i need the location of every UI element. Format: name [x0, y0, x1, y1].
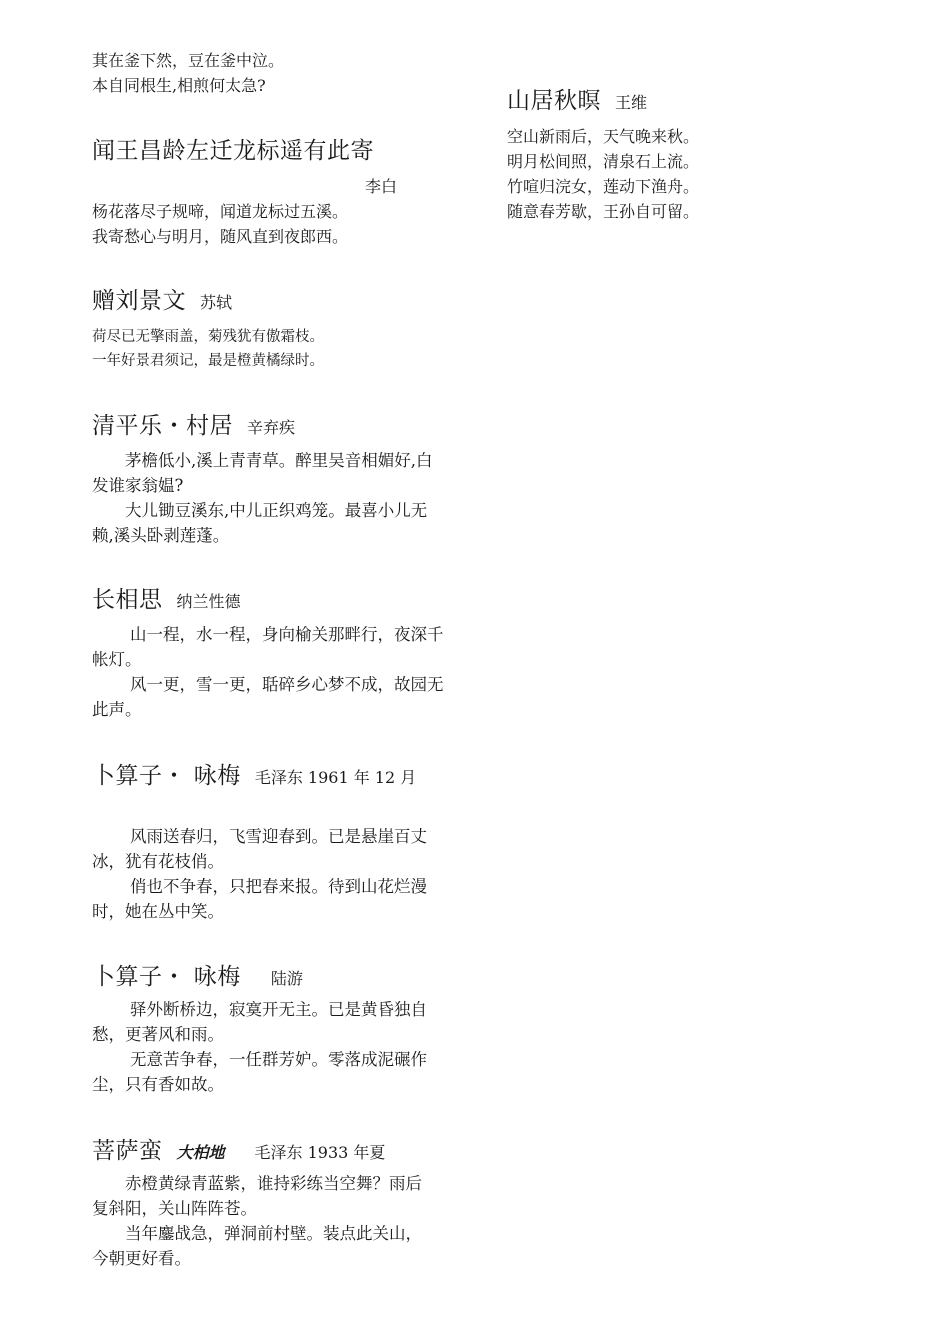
poem-line: 荷尽已无擎雨盖，菊残犹有傲霜枝。: [92, 329, 324, 345]
poem-paragraph: 无意苦争春，一任群芳妒。零落成泥碾作尘，只有香如故。: [92, 1050, 427, 1094]
poem-author: 辛弃疾: [247, 418, 296, 437]
poem-paragraph: 风雨送春归，飞雪迎春到。已是悬崖百丈冰，犹有花枝俏。: [92, 827, 427, 871]
poem-author: 王维: [615, 93, 648, 112]
poem-title: 菩萨蛮: [92, 1138, 163, 1164]
poem-bu-suan-zi-lu-you: [92, 958, 452, 1097]
poem-title: 赠刘景文: [92, 288, 186, 314]
intro-line: 本自同根生,相煎何太急?: [92, 76, 266, 95]
poem-title: 山居秋暝: [507, 88, 601, 114]
poem-paragraph: 茅檐低小,溪上青青草。醉里吴音相媚好,白发谁家翁媪?: [92, 451, 433, 495]
poem-qing-ping-le: [92, 407, 452, 548]
poem-paragraph: 赤橙黄绿青蓝紫，谁持彩练当空舞？雨后复斜阳，关山阵阵苍。: [92, 1174, 422, 1218]
poem-wen-wang-changling: [92, 132, 452, 249]
poem-line: 我寄愁心与明月，随风直到夜郎西。: [92, 227, 349, 246]
poem-paragraph: 山一程，水一程，身向榆关那畔行，夜深千帐灯。: [92, 625, 444, 669]
poem-paragraph: 俏也不争春，只把春来报。待到山花烂漫时，她在丛中笑。: [92, 877, 427, 921]
poem-title: 长相思: [92, 587, 163, 613]
poem-line: 竹喧归浣女，莲动下渔舟。: [507, 177, 700, 196]
poem-paragraph: 大儿锄豆溪东,中儿正织鸡笼。最喜小儿无赖,溪头卧剥莲蓬。: [92, 501, 428, 545]
intro-line: 萁在釜下然，豆在釜中泣。: [92, 51, 285, 70]
poem-paragraph: 风一更，雪一更，聒碎乡心梦不成，故园无此声。: [92, 675, 444, 719]
poem-author: 陆游: [270, 969, 303, 988]
poem-bu-suan-zi-mao: [92, 757, 452, 924]
poem-author: 苏轼: [200, 293, 233, 312]
poem-pu-sa-man: [92, 1132, 452, 1271]
poem-author: 纳兰性德: [176, 592, 241, 611]
right-column: [507, 82, 867, 224]
poem-title: 清平乐・村居: [92, 413, 233, 439]
poem-line: 杨花落尽子规啼，闻道龙标过五溪。: [92, 202, 349, 221]
left-column: [92, 48, 452, 1271]
poem-subtitle: 大柏地: [176, 1143, 225, 1162]
poem-author: 李白: [364, 177, 397, 196]
poem-line: 随意春芳歇，王孙自可留。: [507, 202, 700, 221]
poem-line: 明月松间照，清泉石上流。: [507, 152, 700, 171]
poem-zeng-liu-jingwen: [92, 282, 452, 373]
poem-line: 一年好景君须记，最是橙黄橘绿时。: [92, 353, 324, 369]
poem-title: 卜算子・ 咏梅: [92, 964, 241, 990]
poem-line: 空山新雨后，天气晚来秋。: [507, 127, 700, 146]
poem-chang-xiang-si: [92, 581, 452, 722]
poem-author: 毛泽东 1961 年 12 月: [254, 768, 417, 787]
poem-title: 闻王昌龄左迁龙标遥有此寄: [92, 138, 374, 164]
poem-shan-ju-qiu-ming: [507, 82, 867, 224]
poem-paragraph: 当年鏖战急，弹洞前村壁。装点此关山，今朝更好看。: [92, 1224, 422, 1268]
poem-paragraph: 驿外断桥边，寂寞开无主。已是黄昏独自愁，更著风和雨。: [92, 1000, 427, 1044]
poem-title: 卜算子・ 咏梅: [92, 763, 241, 789]
poem-author: 毛泽东 1933 年夏: [254, 1143, 386, 1162]
